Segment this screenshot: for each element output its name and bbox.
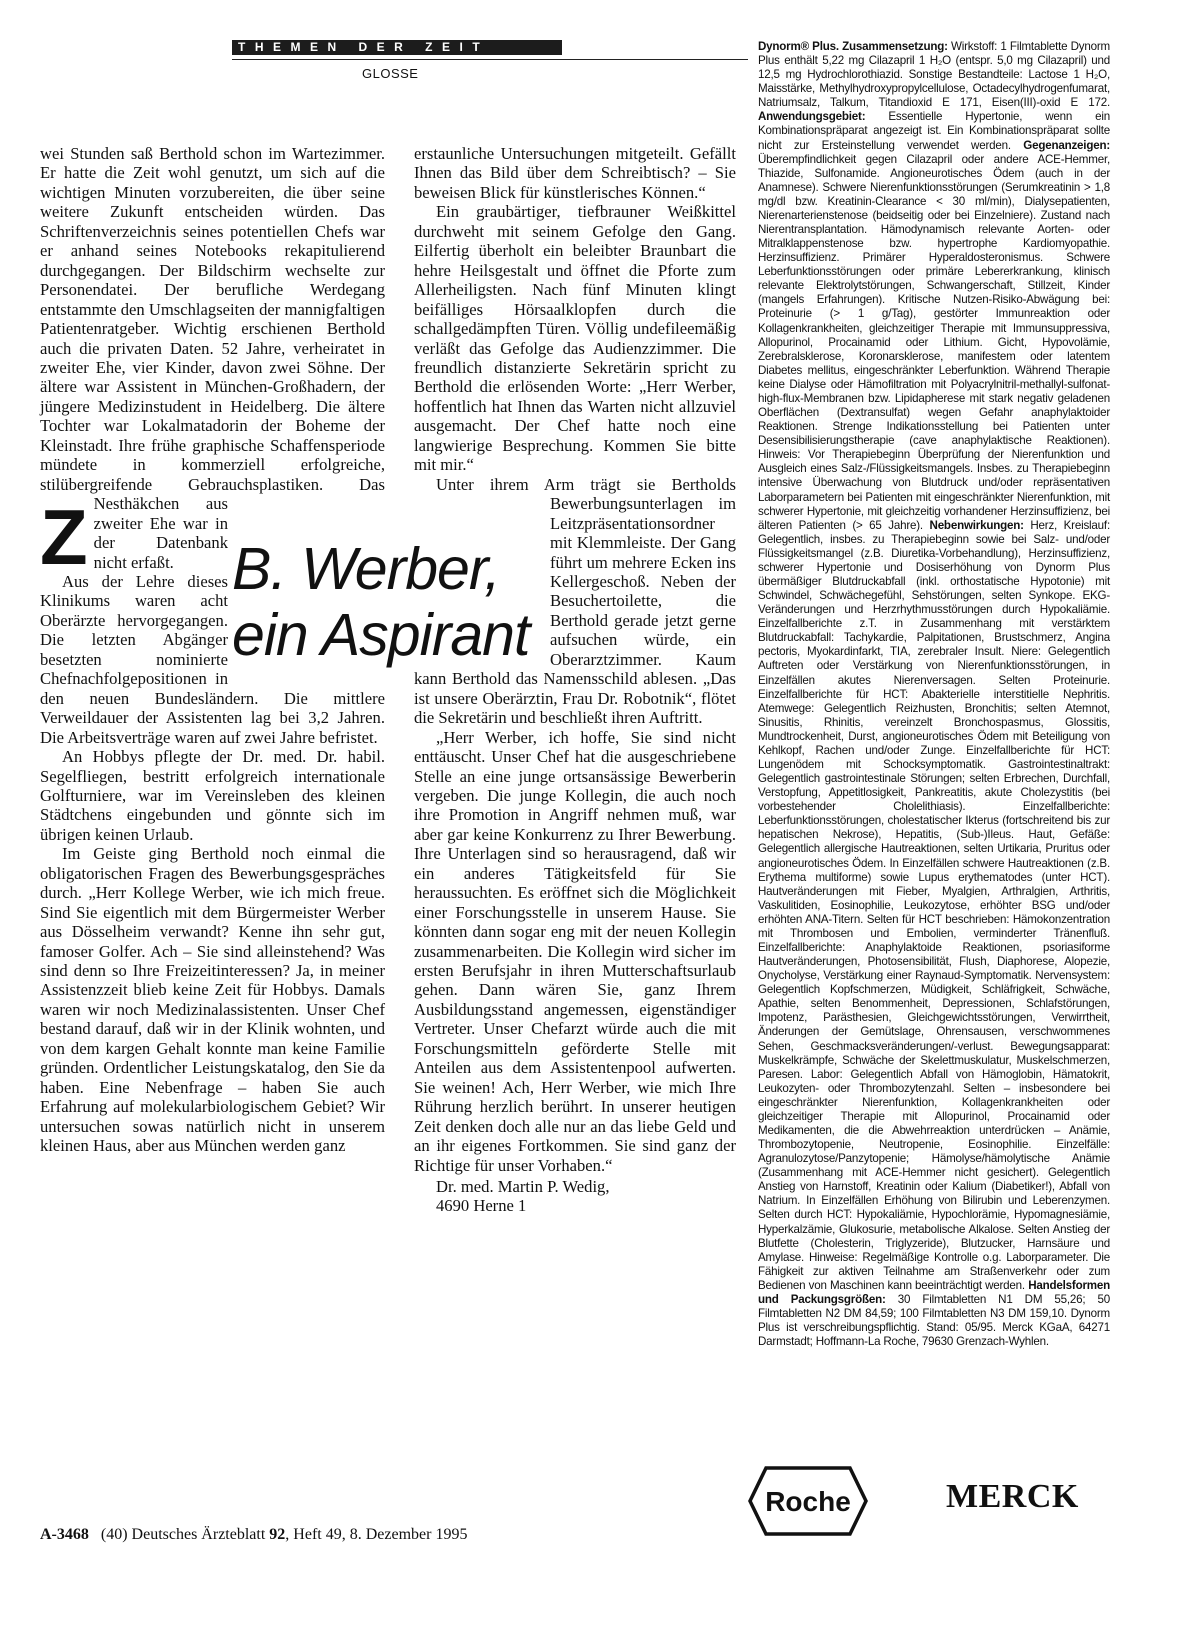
article-paragraph: Unter ihrem Arm trägt sie Bertholds Bewerbungsunterlagen im Leitzpräsentationsordner mit Klemmleiste. Der Gang führt um mehrere Ecken ins Kellergeschoß. Neben der Besuchertoilette, die Berthold gerade jetzt gerne aufsuchen würde, ein Oberarztzimmer. Kaum kann Berthold das Namensschild ablesen. „Das ist unsere Oberärztin, Frau Dr. Robotnik“, flötet die Sekretärin und beschließt ihren Auftritt. [414,474,736,728]
ad-contra-heading: Gegenanzeigen: [1023,138,1110,152]
ad-contra: Überempfindlichkeit gegen Cilazapril oder andere ACE-Hemmer, Thiazide, Sulfonamide. Angioneurotisches Ödem (auch in der Anamnese). Schwere Nierenfunktionsstörungen (Serumkreatinin > 1,8 mg/dl bzw. Kreatinin-Clearance < 30 ml/min), Dialysepatienten, Nierenarterienstenose (beidseitig oder bei Einzelniere). Zustand nach Nierentransplantation. Hämodynamisch relevante Aorten- oder Mitralklappenstenose bzw. hypertrophe Kardiomyopathie. Herzinsuffizienz. Primärer Hyperaldosteronismus. Schwere Leberfunktionsstörungen oder primäre Lebererkrankung, klinisch relevante Elektrolytstörungen, Schwangerschaft, Stillzeit, Kinder (mangels Erfahrungen). Kritische Nutzen-Risiko-Abwägung bei: Proteinurie (> 1 g/Tag), gestörter Immunreaktion oder Kollagenkrankheiten, gleichzeitiger Therapie mit Immunsuppressiva, Allopurinol, Procainamid oder Lithium. Gicht, Hypovolämie, Zerebralsklerose, Koronarsklerose, manifestem oder latentem Diabetes mellitus, eingeschränkter Leberfunktion. Während Therapie keine Dialyse oder Hämofiltration mit Polyacrylnitril-methallyl-sulfonat-high-flux-Membranen bzw. Lipidapherese mit stark negativ geladenen Oberflächen (Dextransulfat) wegen Gefahr anaphylaktoider Reaktionen. Strenge Indikationsstellung bei Patienten unter Desensibilisierungstherapie (cave anaphylaktische Reaktionen). Hinweis: Vor Therapiebeginn Überprüfung der Nierenfunktion und Ausgleich eines Salz-/Flüssigkeitsmangels. Insbes. zu Therapiebeginn intensive Überwachung von Blutdruck und/oder repräsentativen Laborparametern bei Patienten mit eingeschränkter Nierenfunktion, mit schwerer Hypertonie, mit gleichzeitig vorhandener Herzinsuffizienz, bei älteren Patienten (> 65 Jahre). [758,152,1110,532]
author-signature [414,1177,736,1216]
ad-indication: Essentielle Hypertonie, wenn ein Kombinationspräparat angezeigt ist. Ein Kombinationspräparat sollte nicht zur Ersteinstellung verwendet werden. [758,110,1110,152]
ad-product-heading: Dynorm® Plus. Zusammensetzung: [758,40,948,53]
article-column-2 [414,144,736,1540]
section-header-bar [232,40,562,55]
page-number: A-3468 [40,1526,89,1543]
footer-volume: 92 [269,1526,286,1543]
merck-logo: MERCK [946,1478,1079,1515]
author-city: 4690 Herne 1 [436,1196,527,1216]
ad-side-heading: Nebenwirkungen: [929,518,1024,532]
author-name: Dr. med. Martin P. Wedig, [436,1177,610,1197]
section-subtitle: GLOSSE [362,66,419,81]
ad-pack-heading: Handelsformen und Packungsgrößen: [758,1278,1110,1306]
ad-side-effects: Herz, Kreislauf: Gelegentlich, insbes. zu Therapiebeginn sowie bei Salz- und/oder Flüssigkeitsmangel (z.B. Diuretika-Vorbehandlung), Herzinsuffizienz, schwerer Hypertonie und Dosiserhöhung von Dynorm Plus übermäßiger Blutdruckabfall (inkl. orthostatische Hypotonie) mit Schwindel, Schwächegefühl, Sehstörungen, selten Synkope. EKG-Veränderungen und Herzrhythmusstörungen durch Hypokaliämie. Einzelfallberichte z.T. in Zusammenhang mit verstärktem Blutdruckabfall: Tachykardie, Palpitationen, Brustschmerz, Angina pectoris, Myokardinfarkt, TIA, zerebraler Insult. Niere: Gelegentlich Auftreten oder Verstärkung von Nierenfunktionsstörungen, in Einzelfällen akutes Nierenversagen. Selten Proteinurie. Einzelfallberichte für HCT: Abakterielle interstitielle Nephritis. Atemwege: Gelegentlich Reizhusten, Bronchitis; selten Atemnot, Sinusitis, Rhinitis, vereinzelt Bronchospasmus, Glossitis, Mundtrockenheit, Durst, angioneurotisches Ödem mit Beteiligung von Kehlkopf, Rachen und/oder Zunge. Einzelfallberichte für HCT: Lungenödem mit Schocksymptomatik. Gastrointestinaltrakt: Gelegentlich gastrointestinale Störungen; selten Erbrechen, Durchfall, Verstopfung, Appetitlosigkeit, Pankreatitis, akute Cholezystitis (bei vorbestehender Cholelithiasis). Einzelfallberichte: Leberfunktionsstörungen, cholestatischer Ikterus (fortschreitend bis zur hepatischen Nekrose), Hepatitis, (Sub-)Ileus. Haut, Gefäße: Gelegentlich allergische Hautreaktionen, selten Urtikaria, Pruritus oder angioneurotisches Ödem. In Einzelfällen schwere Hautreaktionen (z.B. Erythema multiforme) sowie Lupus erythematodes (unter HCT). Hautveränderungen mit Fieber, Myalgien, Arthralgien, Arthritis, Vaskulitiden, Eosinophilie, Leukozytose, erhöhter BSG und/oder erhöhten ANA-Titern. Selten für HCT beschrieben: Hämokonzentration mit Thrombosen und Embolien, verminderter Tränenfluß. Einzelfallberichte: Anaphylaktoide Reaktionen, psoriasiforme Hautveränderungen, Photosensibilität, Flush, Diaphorese, Alopezie, Onycholyse, Verstärkung einer Raynaud-Symptomatik. Nervensystem: Gelegentlich Kopfschmerzen, Müdigkeit, Schläfrigkeit, Schwäche, Apathie, selten Benommenheit, Depressionen, Schlafstörungen, Impotenz, Parästhesien, Gleichgewichtsstörungen, Verwirrtheit, Änderungen der Gemütslage, Ohrensausen, verschwommenes Sehen, Geschmacksveränderungen/-verlust. Bewegungsapparat: Muskelkrämpfe, Schwäche der Skelettmuskulatur, Muskelschmerzen, Paresen. Labor: Gelegentlich Abfall von Hämoglobin, Hämatokrit, Leukozyten- oder Thrombozytenzahl. Selten – insbesondere bei eingeschränkter Nierenfunktion, Kollagenkrankheiten oder gleichzeitiger Therapie mit Allopurinol, Procainamid oder Medikamenten, die die Abwehrreaktion unterdrücken – Anämie, Thrombozytopenie, Neutropenie, Eosinophilie. Einzelfälle: Agranulozytose/Panzytopenie; Hämolyse/hämolytische Anämie (Zusammenhang mit ACE-Hemmer nicht gesichert). Gelegentlich Anstieg von Harnstoff, Kreatinin oder Kalium (Diabetiker!), Abfall von Natrium. In Einzelfällen Erhöhung von Bilirubin und Leberenzymen. Selten durch HCT: Hypokaliämie, Hypochlorämie, Hypomagnesiämie, Hyperkalzämie, Glukosurie, metabolische Alkalose. Selten Anstieg der Blutfette (Cholesterin, Triglyzeride), Blutzucker, Harnsäure und Amylase. Hinweise: Regelmäßige Kontrolle o.g. Laborparameter. Die Fähigkeit zur aktiven Teilnahme am Straßenverkehr oder zum Bedienen von Maschinen kann beeinträchtigt werden. [758,518,1110,1292]
header-rule [232,59,748,60]
drop-cap: Z [40,493,88,581]
ad-indication-heading: Anwendungsgebiet: [758,110,866,124]
roche-logo-text: Roche [765,1486,851,1517]
article-paragraph: Im Geiste ging Berthold noch einmal die obligatorischen Fragen des Bewerbungsgespräches durch. „Herr Kollege Werber, wie ich mich freue. Sind Sie eigentlich mit dem Bürgermeister Werber aus Dösselheim verwandt? Kenne ihn sehr gut, famoser Golfer. Ach – Sie sind alleinstehend? Was sind denn so Ihre Freizeitinteressen? Ja, in meiner Assistenzzeit blieb keine Zeit für Hobbys. Damals waren wir noch Medizinalassistenten. Unser Chef bestand darauf, daß wir in der Klinik wohnten, und von dem kargen Gehalt konnte man keine Familie gründen. Ordentlicher Leistungskatalog, den Sie da haben. Eine Nebenfrage – haben Sie auch Erfahrung auf molekularbiologischem Gebiet? Wir untersuchen sowas natürlich nicht in unserem kleinen Haus, aber aus München werden ganz [40,844,385,1156]
article-paragraph: Ein graubärtiger, tiefbrauner Weißkittel durchweht mit seinem Gefolge den Gang. Eilfertig überholt ein beleibter Braunbart die hehre Heilsgestalt und öffnet die Pforte zum Allerheiligsten. Nach fünf Minuten klingt beifälliges Hörsaalklopfen durch die schallgedämpften Türen. Völlig undefileemäßig verläßt das Gefolge das Audienzzimmer. Die freundlich distanzierte Sekretärin spricht zu Berthold die erlösenden Worte: „Herr Werber, hoffentlich hat Ihnen das Warten nicht allzuviel ausgemacht. Der Chef hatte noch eine langwierige Besprechung. Kommen Sie bitte mit mir.“ [414,202,736,475]
headline-line-1: B. Werber, [232,536,500,602]
drug-advertisement-text [758,40,1110,1416]
article-paragraph: An Hobbys pflegte der Dr. med. Dr. habil. Segelfliegen, bestritt erfolgreich internationale Golfturniere, war im Vereinsleben des kleinen Städtchens eingebunden und gönnte sich im übrigen keinen Urlaub. [40,747,385,844]
ad-composition: Wirkstoff: 1 Filmtablette Dynorm Plus enthält 5,22 mg Cilazapril 1 H₂O (entspr. 5,0 mg Cilazapril) und 12,5 mg Hydrochlorothiazid. Sonstige Bestandteile: Lactose 1 H₂O, Maisstärke, Methylhydroxypropylcellulose, Octadecylhydrogenfumarat, Natriumsalz, Talkum, Titandioxid E 171, Eisen(III)-oxid E 172. [758,40,1110,110]
article-paragraph: Z wei Stunden saß Berthold schon im Wartezimmer. Er hatte die Zeit wohl genutzt, um sich auf die wichtigen Minuten vorzubereiten, die über seine weitere Zukunft entscheiden würden. Das Schriftenverzeichnis seines potentiellen Chefs war er anhand seines Notebooks rekapitulierend durchgegangen. Der Bildschirm wechselte zur Personendatei. Der berufliche Werdegang entstammte den Umschlagseiten der mannigfaltigen Patientenratgeber. Wichtig erschienen Berthold auch die privaten Daten. 52 Jahre, verheiratet in zweiter Ehe, vier Kinder, davon zwei Söhne. Der ältere war Assistent in München-Großhadern, der jüngere Medizinstudent in Heidelberg. Die ältere Tochter war Lokalmatadorin der Boheme der Kleinstadt. Ihre frühe graphische Schaffensperiode mündete in kommerziell erfolgreiche, stilübergreifende Gebrauchsplastiken. Das Nesthäkchen aus zweiter Ehe war in der Datenbank nicht erfaßt. [40,144,385,581]
ad-pack: 30 Filmtabletten N1 DM 55,26; 50 Filmtabletten N2 DM 84,59; 100 Filmtabletten N3 DM 159,10. Dynorm Plus ist verschreibungspflichtig. Stand: 05/95. Merck KGaA, 64271 Darmstadt; Hoffmann-La Roche, 79630 Grenzach-Wyhlen. [758,1292,1111,1349]
article-paragraph: erstaunliche Untersuchungen mitgeteilt. Gefällt Ihnen das Bild über dem Schreibtisch? – Sie beweisen Blick für künstlerisches Können.“ [414,144,736,202]
page-footer [40,1526,467,1544]
footer-journal: (40) Deutsches Ärzteblatt 92, Heft 49, 8. Dezember 1995 [100,1526,468,1543]
headline-line-2: ein Aspirant [232,602,530,668]
article-column-1 [40,144,385,1540]
article-headline [232,536,529,668]
article-paragraph: Aus der Lehre dieses Klinikums waren acht Oberärzte hervorgegangen. Die letzten Abgänger besetzten nominierte Chefnachfolgepositionen in den neuen Bundesländern. Die mittlere Verweildauer der Assistenten lag bei 3,2 Jahren. Die Arbeitsverträge waren auf zwei Jahre befristet. [40,571,385,747]
section-title: THEMEN DER ZEIT [238,40,490,54]
article-paragraph: „Herr Werber, ich hoffe, Sie sind nicht enttäuscht. Unser Chef hat die ausgeschriebene Stelle an eine junge ortsansässige Bewerberin vergeben. Die junge Kollegin, die auch noch ihre Promotion in Angriff nehmen muß, war aber gar keine Konkurrenz zu Ihrer Bewerbung. Ihre Unterlagen sind so herausragend, daß wir ein anderes Tätigkeitsfeld für Sie heraussuchten. Es eröffnet sich die Möglichkeit einer Forschungsstelle in unserem Hause. Sie könnten dann sogar eng mit der neuen Kollegin zusammenarbeiten. Die Kollegin wird sicher im ersten Berufsjahr in ihren Mutterschaftsurlaub gehen. Dann wären Sie, ganz Ihrem Ausbildungsstand angemessen, eigenständiger Vertreter. Unser Chefarzt würde auch die mit Forschungsmitteln geförderte Stelle mit Anteilen aus dem Assistentenpool aufwerten. Sie weinen! Ach, Herr Werber, wie mich Ihre Rührung herzlich berührt. In unserer heutigen Zeit denken doch alle nur an das liebe Geld und an ihr eigenes Fortkommen. Sie sind ganz der Richtige für unser Vorhaben.“ [414,727,736,1175]
roche-logo [748,1466,868,1536]
